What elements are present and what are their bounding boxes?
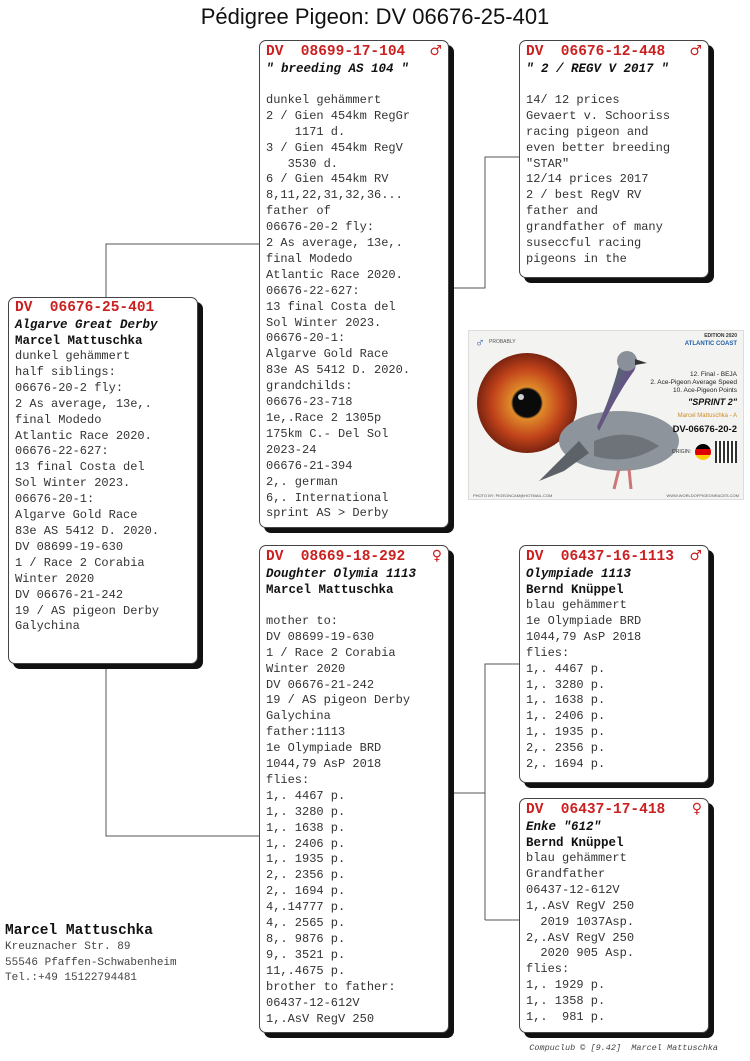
father-ring: DV 08699-17-104 <box>266 44 406 60</box>
detail-line: 6,. International <box>266 490 389 505</box>
detail-line: 2,. 2356 p. <box>526 741 606 756</box>
photo-sprint: "SPRINT 2" <box>687 397 737 407</box>
detail-line: 1e Olympiade BRD <box>266 741 382 756</box>
maternal-grandmother-card[interactable] <box>519 798 709 1033</box>
detail-line: flies: <box>526 645 570 660</box>
photo-line2: 2. Ace-Pigeon Average Speed <box>650 379 737 386</box>
detail-line: 83e AS 5412 D. 2020. <box>15 523 160 538</box>
female-symbol-icon: ♀ <box>431 548 442 564</box>
detail-line: 1,. 2406 p. <box>526 709 606 724</box>
detail-line: 1,.AsV RegV 250 <box>266 1011 375 1026</box>
detail-line: 13 final Costa del <box>266 299 396 314</box>
detail-line: Sol Winter 2023. <box>15 476 131 491</box>
detail-line: 8,11,22,31,32,36... <box>266 188 403 203</box>
mother-card[interactable] <box>259 545 449 1033</box>
detail-line: even better breeding <box>526 140 671 155</box>
detail-line: 3 / Gien 454km RegV <box>266 140 403 155</box>
father-name: " breeding AS 104 " <box>266 62 409 76</box>
detail-line: blau gehämmert <box>526 851 627 865</box>
paternal-grandfather-details <box>526 93 702 268</box>
detail-line: 1044,79 AsP 2018 <box>266 757 382 772</box>
breeder-info <box>5 922 177 987</box>
detail-line: 1,.AsV RegV 250 <box>526 898 635 913</box>
detail-line: Sol Winter 2023. <box>266 315 382 330</box>
photo-line3: 10. Ace-Pigeon Points <box>673 387 737 394</box>
detail-line: Gevaert v. Schooriss <box>526 108 671 123</box>
photo-origin-label: ORIGIN: <box>671 449 691 455</box>
detail-line: 2019 1037Asp. <box>526 914 635 929</box>
detail-line: Galychina <box>15 619 80 634</box>
photo-badge: PROBABLY <box>489 339 516 345</box>
maternal-grandfather-details <box>526 598 702 773</box>
detail-line: 06676-20-2 fly: <box>15 380 124 395</box>
male-symbol-icon: ♂ <box>689 548 702 564</box>
photo-line1: 12. Final - BEJA <box>690 371 737 378</box>
detail-line: racing pigeon and <box>526 124 649 139</box>
detail-line: 1e Olympiade BRD <box>526 613 642 628</box>
detail-line: 06676-21-394 <box>266 458 353 473</box>
detail-line: father:1113 <box>266 725 346 740</box>
detail-line: 1,. 4467 p. <box>266 788 346 803</box>
detail-line: 1e,.Race 2 1305p <box>266 411 382 426</box>
detail-line: final Modedo <box>266 251 353 266</box>
detail-line: DV 06676-21-242 <box>15 587 124 602</box>
detail-line: 06676-22-627: <box>15 444 109 459</box>
detail-line: 14/ 12 prices <box>526 92 620 107</box>
detail-line: 06676-20-1: <box>15 492 95 507</box>
subject-details <box>15 349 191 635</box>
detail-line: dunkel gehämmert <box>15 349 131 363</box>
detail-line: 19 / AS pigeon Derby <box>266 693 411 708</box>
detail-line: 4,. 2565 p. <box>266 916 346 931</box>
detail-line: 2,.AsV RegV 250 <box>526 930 635 945</box>
photo-brand: ATLANTIC COAST <box>684 341 737 347</box>
detail-line: 1,. 2406 p. <box>266 836 346 851</box>
detail-line: 6 / Gien 454km RV <box>266 172 389 187</box>
detail-line: 06676-23-718 <box>266 395 353 410</box>
detail-line: 1,. 1638 p. <box>526 693 606 708</box>
detail-line: blau gehämmert <box>526 598 627 612</box>
page-title: Pédigree Pigeon: DV 06676-25-401 <box>200 4 550 29</box>
detail-line: 06676-20-1: <box>266 331 346 346</box>
paternal-grandfather-ring: DV 06676-12-448 <box>526 44 666 60</box>
paternal-grandfather-name: " 2 / REGV V 2017 " <box>526 62 669 76</box>
detail-line: 2,. 1694 p. <box>266 884 346 899</box>
subject-name: Algarve Great Derby <box>15 318 158 332</box>
detail-line: 2 As average, 13e,. <box>15 396 152 411</box>
detail-line: grandfather of many <box>526 220 663 235</box>
detail-line: father of <box>266 204 331 219</box>
photo-male-symbol-icon: ♂ <box>475 335 485 350</box>
detail-line: final Modedo <box>15 412 102 427</box>
detail-line: 06676-20-2 fly: <box>266 220 375 235</box>
maternal-grandfather-card[interactable] <box>519 545 709 783</box>
father-card[interactable] <box>259 40 449 528</box>
photo-ring: DV-06676-20-2 <box>672 424 737 435</box>
detail-line: 4,.14777 p. <box>266 900 346 915</box>
detail-line: 1,. 1638 p. <box>266 820 346 835</box>
detail-line: 06437-12-612V <box>266 995 360 1010</box>
detail-line: sprint AS > Derby <box>266 506 389 521</box>
breeder-city: 55546 Pfaffen-Schwabenheim <box>5 956 177 969</box>
maternal-grandmother-ring: DV 06437-17-418 <box>526 802 666 818</box>
detail-line: 2 As average, 13e,. <box>266 236 403 251</box>
detail-line: flies: <box>266 772 310 787</box>
detail-line: 11,.4675 p. <box>266 963 346 978</box>
mother-owner: Marcel Mattuschka <box>266 583 394 597</box>
detail-line: 1 / Race 2 Corabia <box>266 645 396 660</box>
detail-line: Winter 2020 <box>15 571 95 586</box>
qr-code-icon <box>715 441 737 463</box>
detail-line: DV 08699-19-630 <box>15 539 124 554</box>
maternal-grandmother-name: Enke "612" <box>526 820 602 834</box>
detail-line: Grandfather <box>526 866 606 881</box>
paternal-grandfather-card[interactable] <box>519 40 709 278</box>
detail-line: 2020 905 Asp. <box>526 946 635 961</box>
detail-line: DV 06676-21-242 <box>266 677 375 692</box>
detail-line: suseccful racing <box>526 236 642 251</box>
detail-line: 1,. 4467 p. <box>526 661 606 676</box>
detail-line: flies: <box>526 962 570 977</box>
detail-line: 06437-12-612V <box>526 882 620 897</box>
detail-line: 9,. 3521 p. <box>266 947 346 962</box>
subject-ring: DV 06676-25-401 <box>15 300 155 316</box>
detail-line: 1,. 1935 p. <box>526 725 606 740</box>
detail-line: 1171 d. <box>266 124 346 139</box>
detail-line: 1 / Race 2 Corabia <box>15 555 145 570</box>
detail-line: 2023-24 <box>266 442 317 457</box>
maternal-grandfather-name: Olympiade 1113 <box>526 567 632 581</box>
detail-line: 175km C.- Del Sol <box>266 426 389 441</box>
detail-line: mother to: <box>266 613 339 628</box>
detail-line: 2,. 1694 p. <box>526 757 606 772</box>
mother-name: Doughter Olymia 1113 <box>266 567 417 581</box>
maternal-grandfather-ring: DV 06437-16-1113 <box>526 549 674 565</box>
breeder-name: Marcel Mattuschka <box>5 923 153 939</box>
detail-line: DV 08699-19-630 <box>266 629 375 644</box>
detail-line: 13 final Costa del <box>15 460 145 475</box>
mother-details <box>266 614 442 1028</box>
female-symbol-icon: ♀ <box>691 801 702 817</box>
detail-line: Atlantic Race 2020. <box>266 267 403 282</box>
photo-credit: PHOTO BY: PIGEONCAM@HOTMAIL.COM <box>473 493 553 498</box>
detail-line: dunkel gehämmert <box>266 92 382 107</box>
maternal-grandmother-owner: Bernd Knüppel <box>526 836 624 850</box>
pigeon-photo <box>468 330 744 500</box>
subject-owner: Marcel Mattuschka <box>15 334 143 348</box>
breeder-phone: Tel.:+49 15122794481 <box>5 972 138 984</box>
detail-line: grandchilds: <box>266 379 353 394</box>
detail-line: Winter 2020 <box>266 661 346 676</box>
detail-line: 12/14 prices 2017 <box>526 172 649 187</box>
mother-ring: DV 08669-18-292 <box>266 549 406 565</box>
photo-edition: EDITION 2020 <box>704 333 737 339</box>
detail-line: 2 / Gien 454km RegGr <box>266 108 411 123</box>
male-symbol-icon: ♂ <box>429 43 442 59</box>
detail-line: 1,. 1358 p. <box>526 994 606 1009</box>
germany-flag-icon <box>695 444 711 460</box>
detail-line: 1,. 1935 p. <box>266 852 346 867</box>
detail-line: "STAR" <box>526 156 570 171</box>
detail-line: 83e AS 5412 D. 2020. <box>266 363 411 378</box>
detail-line: brother to father: <box>266 979 396 994</box>
detail-line: father and <box>526 204 599 219</box>
detail-line: 1,. 1929 p. <box>526 978 606 993</box>
detail-line: Algarve Gold Race <box>15 508 138 523</box>
detail-line: 2,. 2356 p. <box>266 868 346 883</box>
detail-line: 1,. 3280 p. <box>266 804 346 819</box>
footer-credit: Compuclub © [9.42] Marcel Mattuschka <box>529 1043 718 1053</box>
breeder-street: Kreuznacher Str. 89 <box>5 941 131 953</box>
maternal-grandfather-owner: Bernd Knüppel <box>526 583 624 597</box>
detail-line: 1,. 3280 p. <box>526 677 606 692</box>
detail-line: 1044,79 AsP 2018 <box>526 629 642 644</box>
detail-line: Algarve Gold Race <box>266 347 389 362</box>
photo-site: WWW.WORLDOFPIGEONRACES.COM <box>666 493 739 498</box>
detail-line: 19 / AS pigeon Derby <box>15 603 160 618</box>
father-details <box>266 93 442 522</box>
detail-line: Galychina <box>266 709 331 724</box>
detail-line: 06676-22-627: <box>266 283 360 298</box>
subject-card[interactable] <box>8 297 198 664</box>
photo-owner: Marcel Mattuschka - A <box>677 413 737 419</box>
male-symbol-icon: ♂ <box>689 43 702 59</box>
detail-line: 1,. 981 p. <box>526 1010 606 1025</box>
detail-line: pigeons in the <box>526 251 627 266</box>
detail-line: half siblings: <box>15 364 116 379</box>
detail-line: 8,. 9876 p. <box>266 932 346 947</box>
detail-line: Atlantic Race 2020. <box>15 428 152 443</box>
detail-line: 3530 d. <box>266 156 339 171</box>
detail-line: 2,. german <box>266 474 339 489</box>
maternal-grandmother-details <box>526 851 702 1026</box>
detail-line: 2 / best RegV RV <box>526 188 642 203</box>
